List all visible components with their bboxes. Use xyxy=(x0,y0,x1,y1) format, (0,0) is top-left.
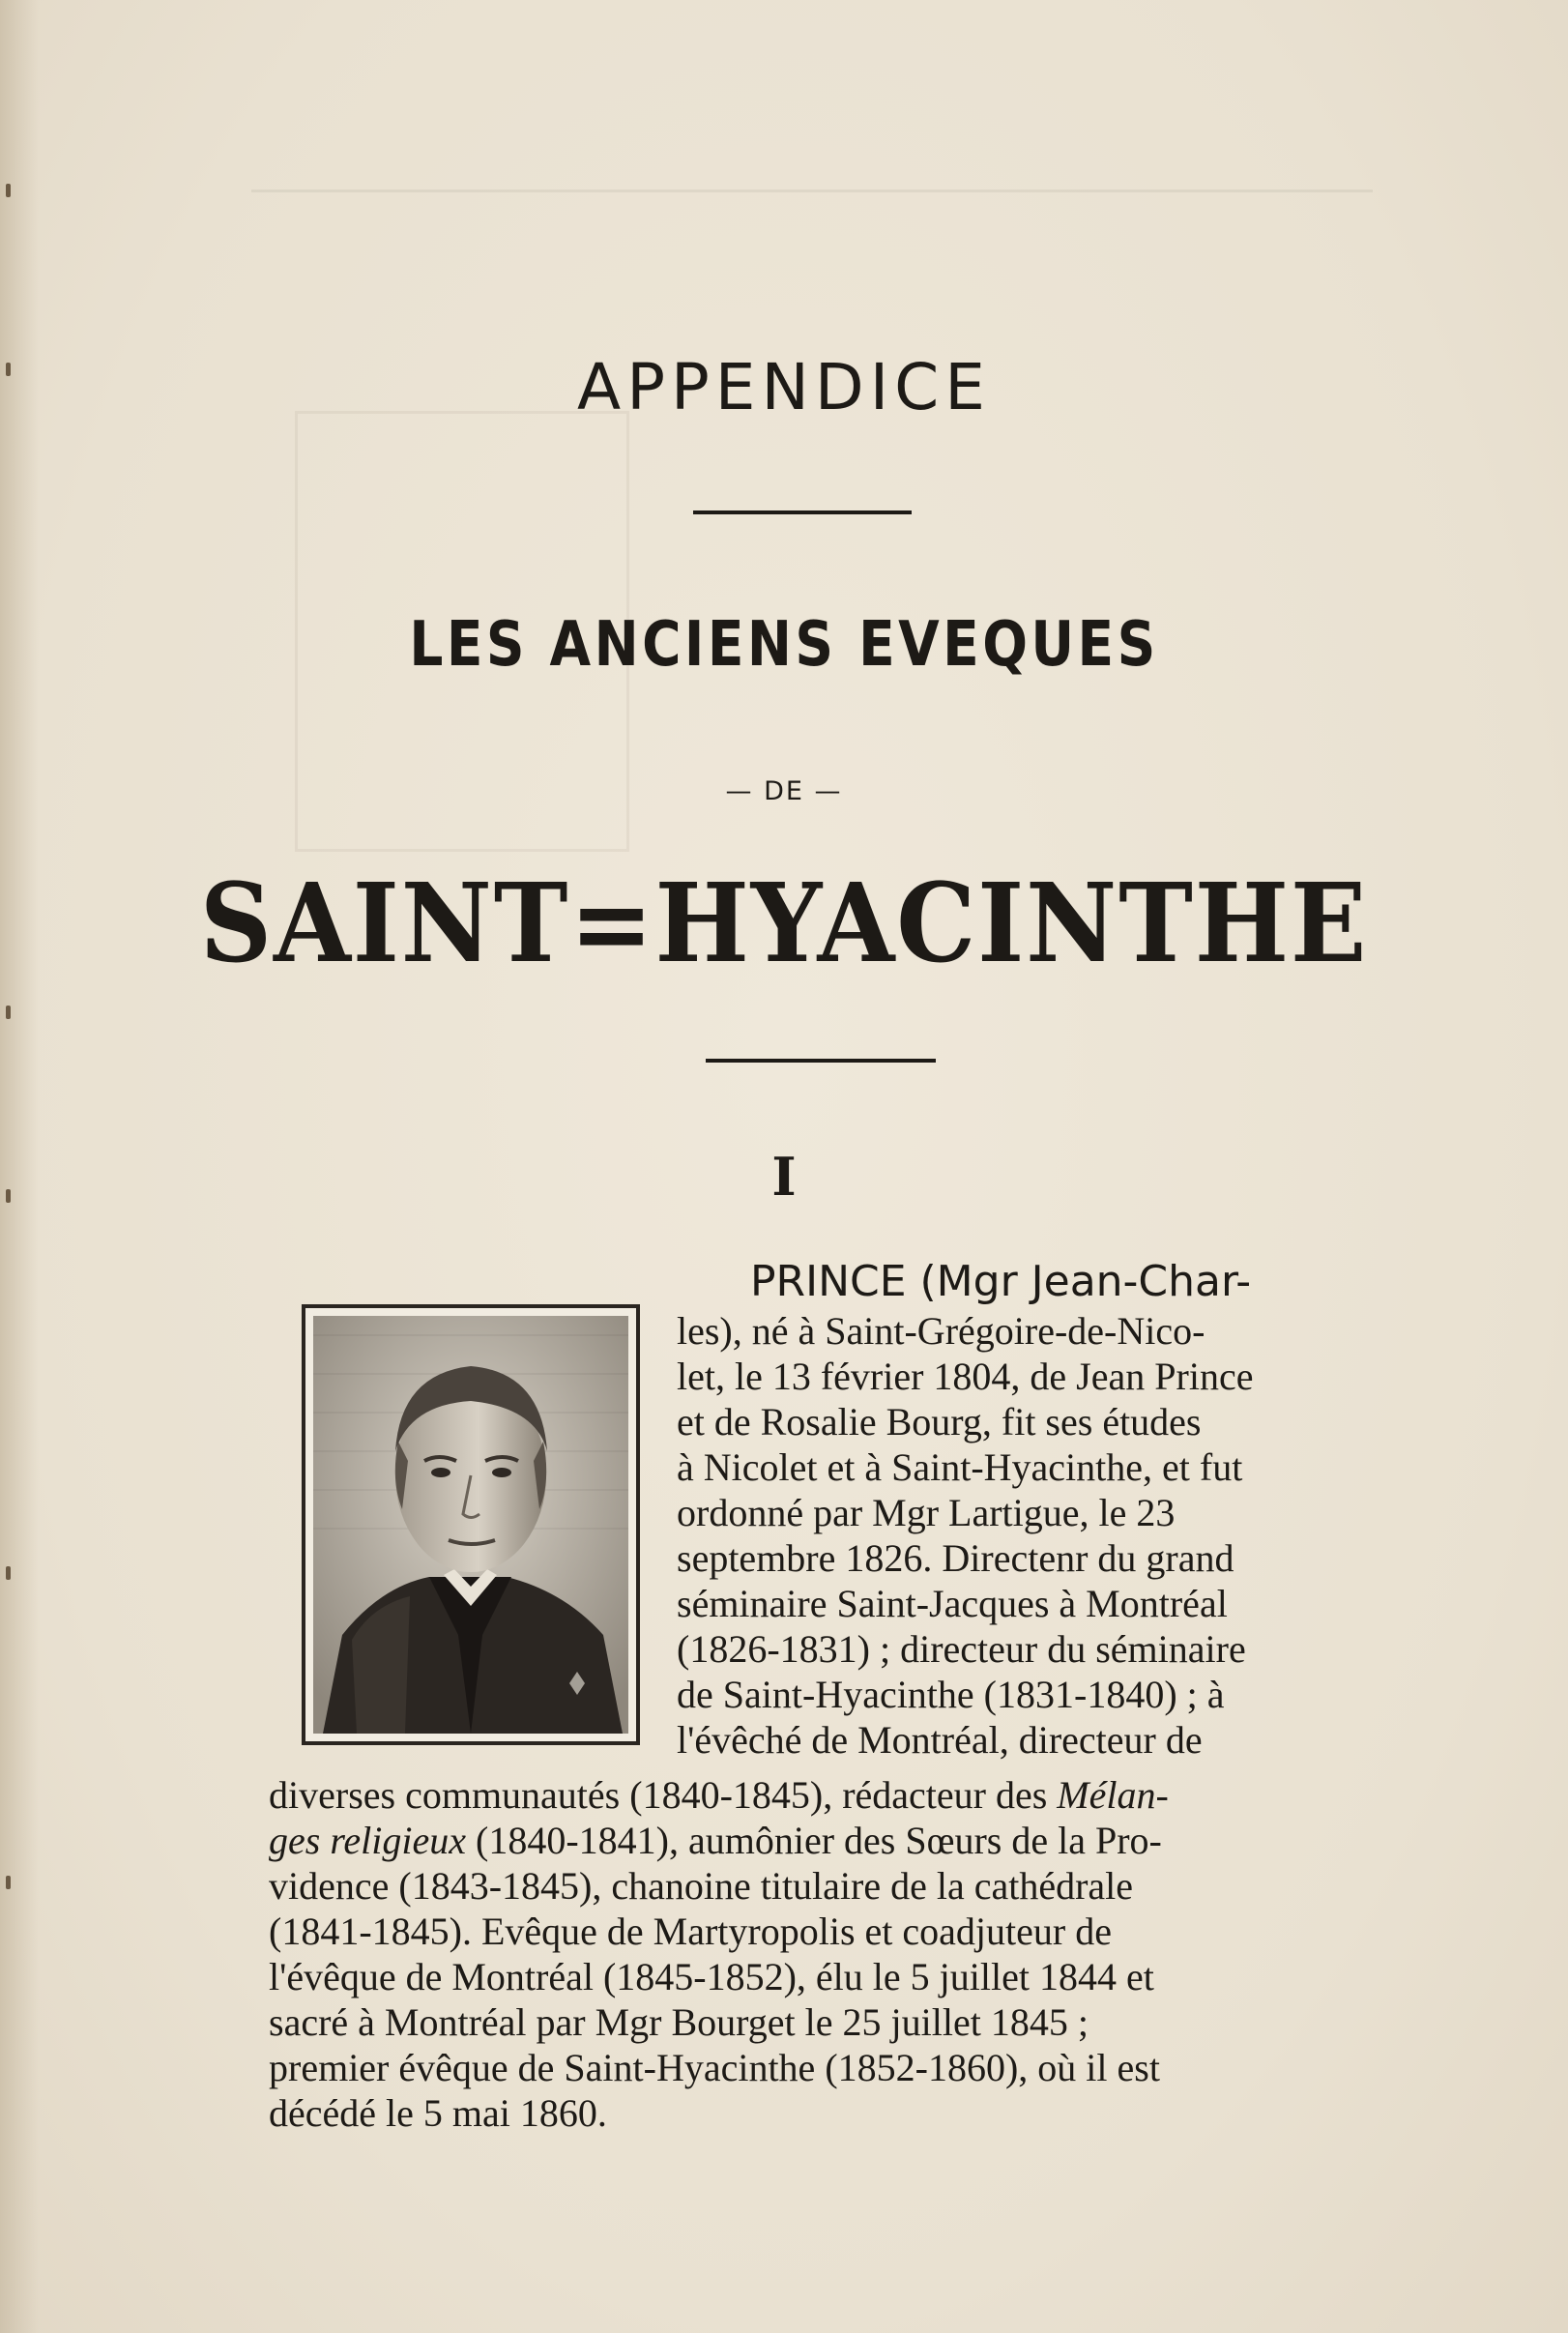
title-rule xyxy=(693,510,912,514)
entry-line: premier évêque de Saint-Hyacinthe (1852-1860), où il est xyxy=(269,2046,1160,2089)
entry-line: séminaire Saint-Jacques à Montréal xyxy=(677,1582,1228,1625)
page-subtitle: LES ANCIENS EVEQUES xyxy=(409,609,1159,681)
binding-stitch xyxy=(6,1876,11,1889)
entry-text-full-width xyxy=(269,1772,1390,2136)
entry-line: de Saint-Hyacinthe (1831-1840) ; à xyxy=(677,1673,1225,1716)
entry-line: à Nicolet et à Saint-Hyacinthe, et fut xyxy=(677,1445,1243,1489)
text-run: diverses communautés (1840-1845), rédacteur des xyxy=(269,1773,1058,1817)
entry-text-beside-portrait xyxy=(677,1308,1382,1763)
entry-line: et de Rosalie Bourg, fit ses études xyxy=(677,1400,1202,1444)
binding-stitch xyxy=(6,1006,11,1019)
entry-line: (1826-1831) ; directeur du séminaire xyxy=(677,1627,1246,1671)
entry-line: sacré à Montréal par Mgr Bourget le 25 juillet 1845 ; xyxy=(269,2000,1089,2044)
section-numeral: I xyxy=(771,1146,797,1208)
binding-stitch xyxy=(6,184,11,197)
binding-stitch xyxy=(6,1566,11,1580)
entry-line: septembre 1826. Directenr du grand xyxy=(677,1536,1234,1580)
bishop-portrait-illustration xyxy=(313,1316,628,1734)
entry-line: let, le 13 février 1804, de Jean Prince xyxy=(677,1355,1254,1398)
italic-run: ges religieux xyxy=(269,1819,467,1862)
entry-line xyxy=(269,1818,1390,1863)
entry-line xyxy=(269,1772,1390,1818)
entry-line: (1841-1845). Evêque de Martyropolis et coadjuteur de xyxy=(269,1910,1112,1953)
entry-name-line: PRINCE (Mgr Jean-Char- xyxy=(750,1257,1252,1306)
italic-run: Mélan- xyxy=(1057,1773,1169,1817)
entry-line: l'évêché de Montréal, directeur de xyxy=(677,1718,1203,1762)
main-title-rule xyxy=(706,1059,936,1063)
entry-line: vidence (1843-1845), chanoine titulaire de la cathédrale xyxy=(269,1864,1134,1908)
text-run: (1840-1841), aumônier des Sœurs de la Pro- xyxy=(466,1819,1162,1862)
entry-line: ordonné par Mgr Lartigue, le 23 xyxy=(677,1491,1176,1534)
de-label: — DE — xyxy=(725,776,843,806)
portrait-image xyxy=(302,1304,640,1745)
entry-line: les), né à Saint-Grégoire-de-Nico- xyxy=(677,1309,1205,1353)
entry-line: décédé le 5 mai 1860. xyxy=(269,2091,607,2135)
bleed-through-rule xyxy=(251,190,1373,192)
entry-line: l'évêque de Montréal (1845-1852), élu le 5 juillet 1844 et xyxy=(269,1955,1154,1998)
appendix-title: APPENDICE xyxy=(577,350,991,424)
main-title: SAINT=HYACINTHE xyxy=(199,860,1369,987)
